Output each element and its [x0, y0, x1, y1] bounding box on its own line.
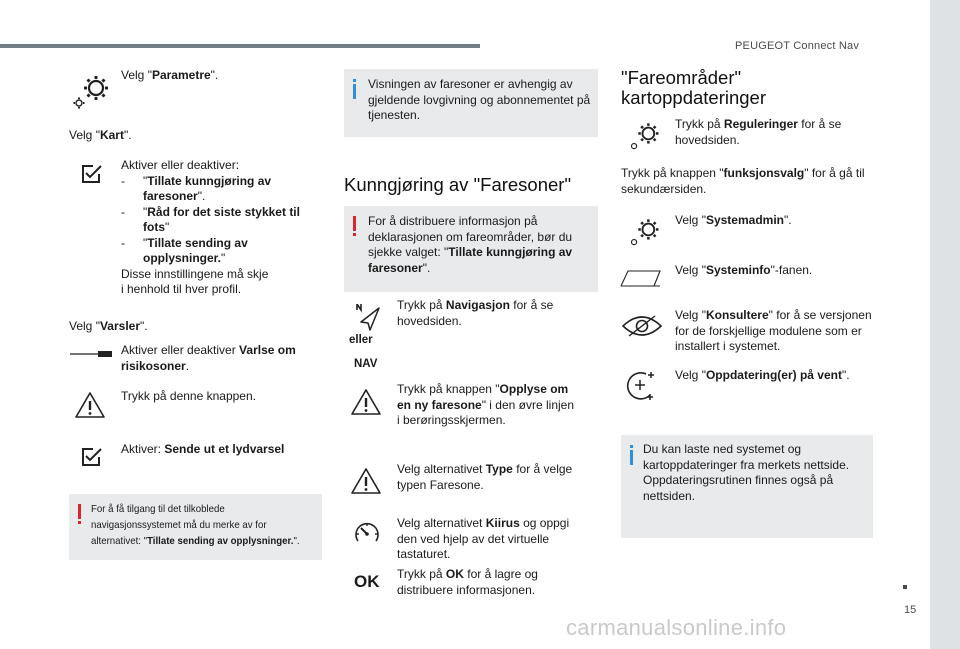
option-item: - "Tillate sending av opplysninger." — [121, 235, 248, 265]
tab-icon — [620, 268, 666, 288]
step-konsultere: Velg "Konsultere" for å se versjonen for de forskjellige modulene som er installert i systemet. — [675, 308, 872, 353]
gear-icon — [72, 72, 112, 110]
checkbox-icon — [81, 164, 103, 184]
page-end-marker — [903, 585, 907, 589]
eye-icon — [621, 314, 663, 338]
select-varsler: Velg "Varsler". — [69, 319, 148, 333]
step-navigasjon: Trykk på Navigasjon for å se hovedsiden. — [397, 298, 554, 328]
step-parametre: Velg "Parametre". — [121, 68, 219, 82]
warning-triangle-icon — [350, 467, 382, 495]
warning-mark-icon — [78, 504, 81, 526]
warning-mark-icon — [353, 216, 356, 238]
option-item: - "Råd for det siste stykket til fots" — [121, 204, 300, 234]
warning-triangle-icon — [350, 388, 382, 416]
watermark: carmanualsonline.info — [566, 615, 787, 640]
step-varsle-risiko: Aktiver eller deaktiver Varlse om risikosoner. — [121, 343, 296, 373]
toggle-options-block — [121, 158, 321, 298]
page-number: 15 — [904, 604, 917, 616]
update-icon — [624, 369, 658, 403]
ok-button-label: OK — [354, 572, 380, 591]
toggle-icon — [70, 349, 114, 359]
section-title: Kunngjøring av "Faresoner" — [344, 174, 572, 195]
info-note-box: Visningen av faresoner er avhengig av gjeldende lovgivning og abonnementet på tjenesten. — [344, 69, 598, 137]
warning-note-box: For å distribuere informasjon på deklarasjonen om fareområder, bør du sjekke valget: "Tillate kunngjøring av faresoner". — [344, 206, 598, 292]
warning-note-box: For å få tilgang til det tilkoblede navigasjonssystemet må du merke av for alternativet: "Tillate sending av opplysninger.". — [69, 494, 322, 560]
header-rule — [0, 44, 480, 48]
speedometer-icon — [353, 520, 381, 546]
step-oppdatering: Velg "Oppdatering(er) på vent". — [675, 368, 850, 382]
step-systeminfo: Velg "Systeminfo"-fanen. — [675, 263, 813, 277]
profile-note: Disse innstillingene må skje — [121, 266, 269, 281]
warning-triangle-icon — [74, 391, 106, 419]
step-press-button: Trykk på denne knappen. — [121, 389, 256, 403]
info-mark-icon — [630, 445, 633, 467]
or-label: eller — [349, 334, 373, 346]
options-intro: Aktiver eller deaktiver: — [121, 158, 240, 172]
page-side-strip — [930, 0, 960, 649]
step-funksjonsvalg: Trykk på knappen "funksjonsvalg" for å gå til sekundærsiden. — [621, 166, 865, 196]
nav-button-label: NAV — [354, 358, 378, 370]
brand-label: PEUGEOT Connect Nav — [735, 40, 860, 52]
step-ok: Trykk på OK for å lagre og distribuere informasjonen. — [397, 567, 538, 597]
gear-icon — [628, 216, 662, 248]
option-item: - "Tillate kunngjøring av faresoner". — [121, 173, 272, 203]
info-mark-icon — [353, 79, 356, 101]
step-lydvarsel: Aktiver: Sende ut et lydvarsel — [121, 442, 285, 456]
section-title: "Fareområder" kartoppdateringer — [621, 67, 767, 108]
select-kart: Velg "Kart". — [69, 128, 132, 142]
checkbox-icon — [81, 447, 103, 467]
step-kiirus: Velg alternativet Kiirus og oppgi den ved hjelp av det virtuelle tastaturet. — [397, 516, 570, 561]
step-systemadmin: Velg "Systemadmin". — [675, 213, 792, 227]
step-opplyse: Trykk på knappen "Opplyse om en ny faresone" i den øvre linjen i berøringsskjermen. — [397, 382, 575, 427]
gear-icon — [628, 120, 662, 152]
step-type: Velg alternativet Type for å velge typen Faresone. — [397, 462, 573, 492]
step-reguleringer: Trykk på Reguleringer for å se hovedsiden. — [675, 117, 842, 147]
info-note-box: Du kan laste ned systemet og kartoppdateringer fra merkets nettside. Oppdateringsrutinen finnes også på nettsiden. — [621, 435, 873, 538]
profile-note: i henhold til hver profil. — [121, 282, 242, 296]
navigation-arrow-icon — [355, 304, 381, 332]
